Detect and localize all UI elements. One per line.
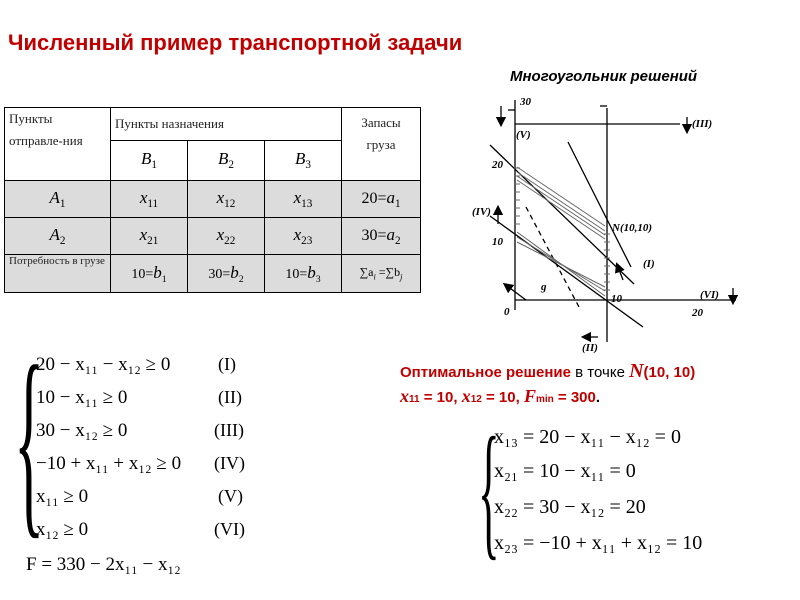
header-supply: Запасы груза bbox=[342, 108, 421, 181]
constraint-1: 20 − x₁₁ − x₁₂ ≥ 0 bbox=[36, 354, 171, 375]
solution-x21: x₂₁ = 10 − x₁₁ = 0 bbox=[494, 460, 636, 482]
label-point-n: N(10,10) bbox=[612, 222, 653, 234]
page-title: Численный пример транспортной задачи bbox=[8, 30, 463, 55]
tick-y-10: 10 bbox=[492, 236, 503, 248]
demand-b1: $10=b_1$ bbox=[111, 255, 188, 293]
header-points-to: Пункты назначения bbox=[111, 108, 342, 141]
table-row bbox=[5, 218, 421, 255]
tick-y-20: 20 bbox=[492, 159, 503, 171]
header-points-from: Пункты отправле-ния bbox=[5, 108, 111, 181]
col-b2: $B_2$ bbox=[188, 141, 265, 181]
constraint-5: x₁₁ ≥ 0 bbox=[36, 486, 89, 507]
gradient-arrow bbox=[507, 286, 526, 300]
solution-system bbox=[470, 407, 770, 573]
objective-line-dashed bbox=[526, 207, 579, 307]
cell-x13: $x_{13}$ bbox=[265, 181, 342, 218]
constraint-6: x₁₂ ≥ 0 bbox=[36, 519, 89, 540]
cell-x12: $x_{12}$ bbox=[188, 181, 265, 218]
label-line-iii: (III) bbox=[692, 118, 713, 130]
label-line-iv: (IV) bbox=[472, 206, 491, 218]
col-b1: $B_1$ bbox=[111, 141, 188, 181]
constraint-2-label: (II) bbox=[218, 387, 242, 407]
row-a2-label: $A_2$ bbox=[5, 218, 111, 255]
polygon-title: Многоугольник решений bbox=[510, 68, 698, 85]
label-line-i: (I) bbox=[643, 258, 655, 270]
cell-x23: $x_{23}$ bbox=[265, 218, 342, 255]
balance-cell: $\sum a_i =\sum b_j$ bbox=[342, 255, 421, 293]
supply-a2: $30=a_2$ bbox=[342, 218, 421, 255]
optimum-values: x11 = 10, x12 = 10, Fmin = 300. bbox=[400, 386, 601, 406]
solution-x13: x₁₃ = 20 − x₁₁ − x₁₂ = 0 bbox=[494, 426, 681, 448]
label-line-v: (V) bbox=[516, 129, 531, 141]
constraint-6-label: (VI) bbox=[214, 519, 245, 539]
solution-polygon-diagram bbox=[468, 92, 748, 354]
table-row bbox=[5, 181, 421, 218]
row-a1-label: $A_1$ bbox=[5, 181, 111, 218]
tick-x-0: 0 bbox=[504, 306, 510, 318]
demand-b2: $30=b_2$ bbox=[188, 255, 265, 293]
tick-x-20: 20 bbox=[692, 307, 703, 319]
optimum-statement: Оптимальное решение в точке N(10, 10) bbox=[400, 360, 696, 382]
objective-function: F = 330 − 2x₁₁ − x₁₂ bbox=[26, 554, 181, 575]
constraint-5-label: (V) bbox=[218, 486, 243, 506]
col-b3: $B_3$ bbox=[265, 141, 342, 181]
label-gradient: g bbox=[541, 281, 547, 293]
tick-y-30: 30 bbox=[520, 96, 531, 108]
solution-x23: x₂₃ = −10 + x₁₁ + x₁₂ = 10 bbox=[494, 532, 703, 554]
table-row bbox=[5, 255, 421, 293]
line-i bbox=[490, 145, 634, 284]
solution-brace: { bbox=[478, 407, 500, 573]
constraint-3: 30 − x₁₂ ≥ 0 bbox=[36, 420, 128, 441]
transport-table bbox=[4, 107, 421, 293]
constraint-system bbox=[0, 324, 300, 580]
constraint-1-label: (I) bbox=[218, 354, 236, 374]
label-line-vi: (VI) bbox=[700, 289, 719, 301]
cell-x21: $x_{21}$ bbox=[111, 218, 188, 255]
system-brace: { bbox=[14, 324, 45, 556]
objective-line bbox=[568, 142, 631, 267]
demand-b3: $10=b_3$ bbox=[265, 255, 342, 293]
demand-label: Потребность в грузе bbox=[5, 255, 111, 293]
label-line-ii: (II) bbox=[582, 342, 598, 354]
solution-x22: x₂₂ = 30 − x₁₂ = 20 bbox=[494, 496, 646, 518]
cell-x22: $x_{22}$ bbox=[188, 218, 265, 255]
constraint-2: 10 − x₁₁ ≥ 0 bbox=[36, 387, 128, 408]
cell-x11: $x_{11}$ bbox=[111, 181, 188, 218]
tick-x-10: 10 bbox=[611, 293, 622, 305]
constraint-3-label: (III) bbox=[214, 420, 244, 440]
constraint-4: −10 + x₁₁ + x₁₂ ≥ 0 bbox=[36, 453, 182, 474]
supply-a1: $20=a_1$ bbox=[342, 181, 421, 218]
constraint-4-label: (IV) bbox=[214, 453, 245, 473]
